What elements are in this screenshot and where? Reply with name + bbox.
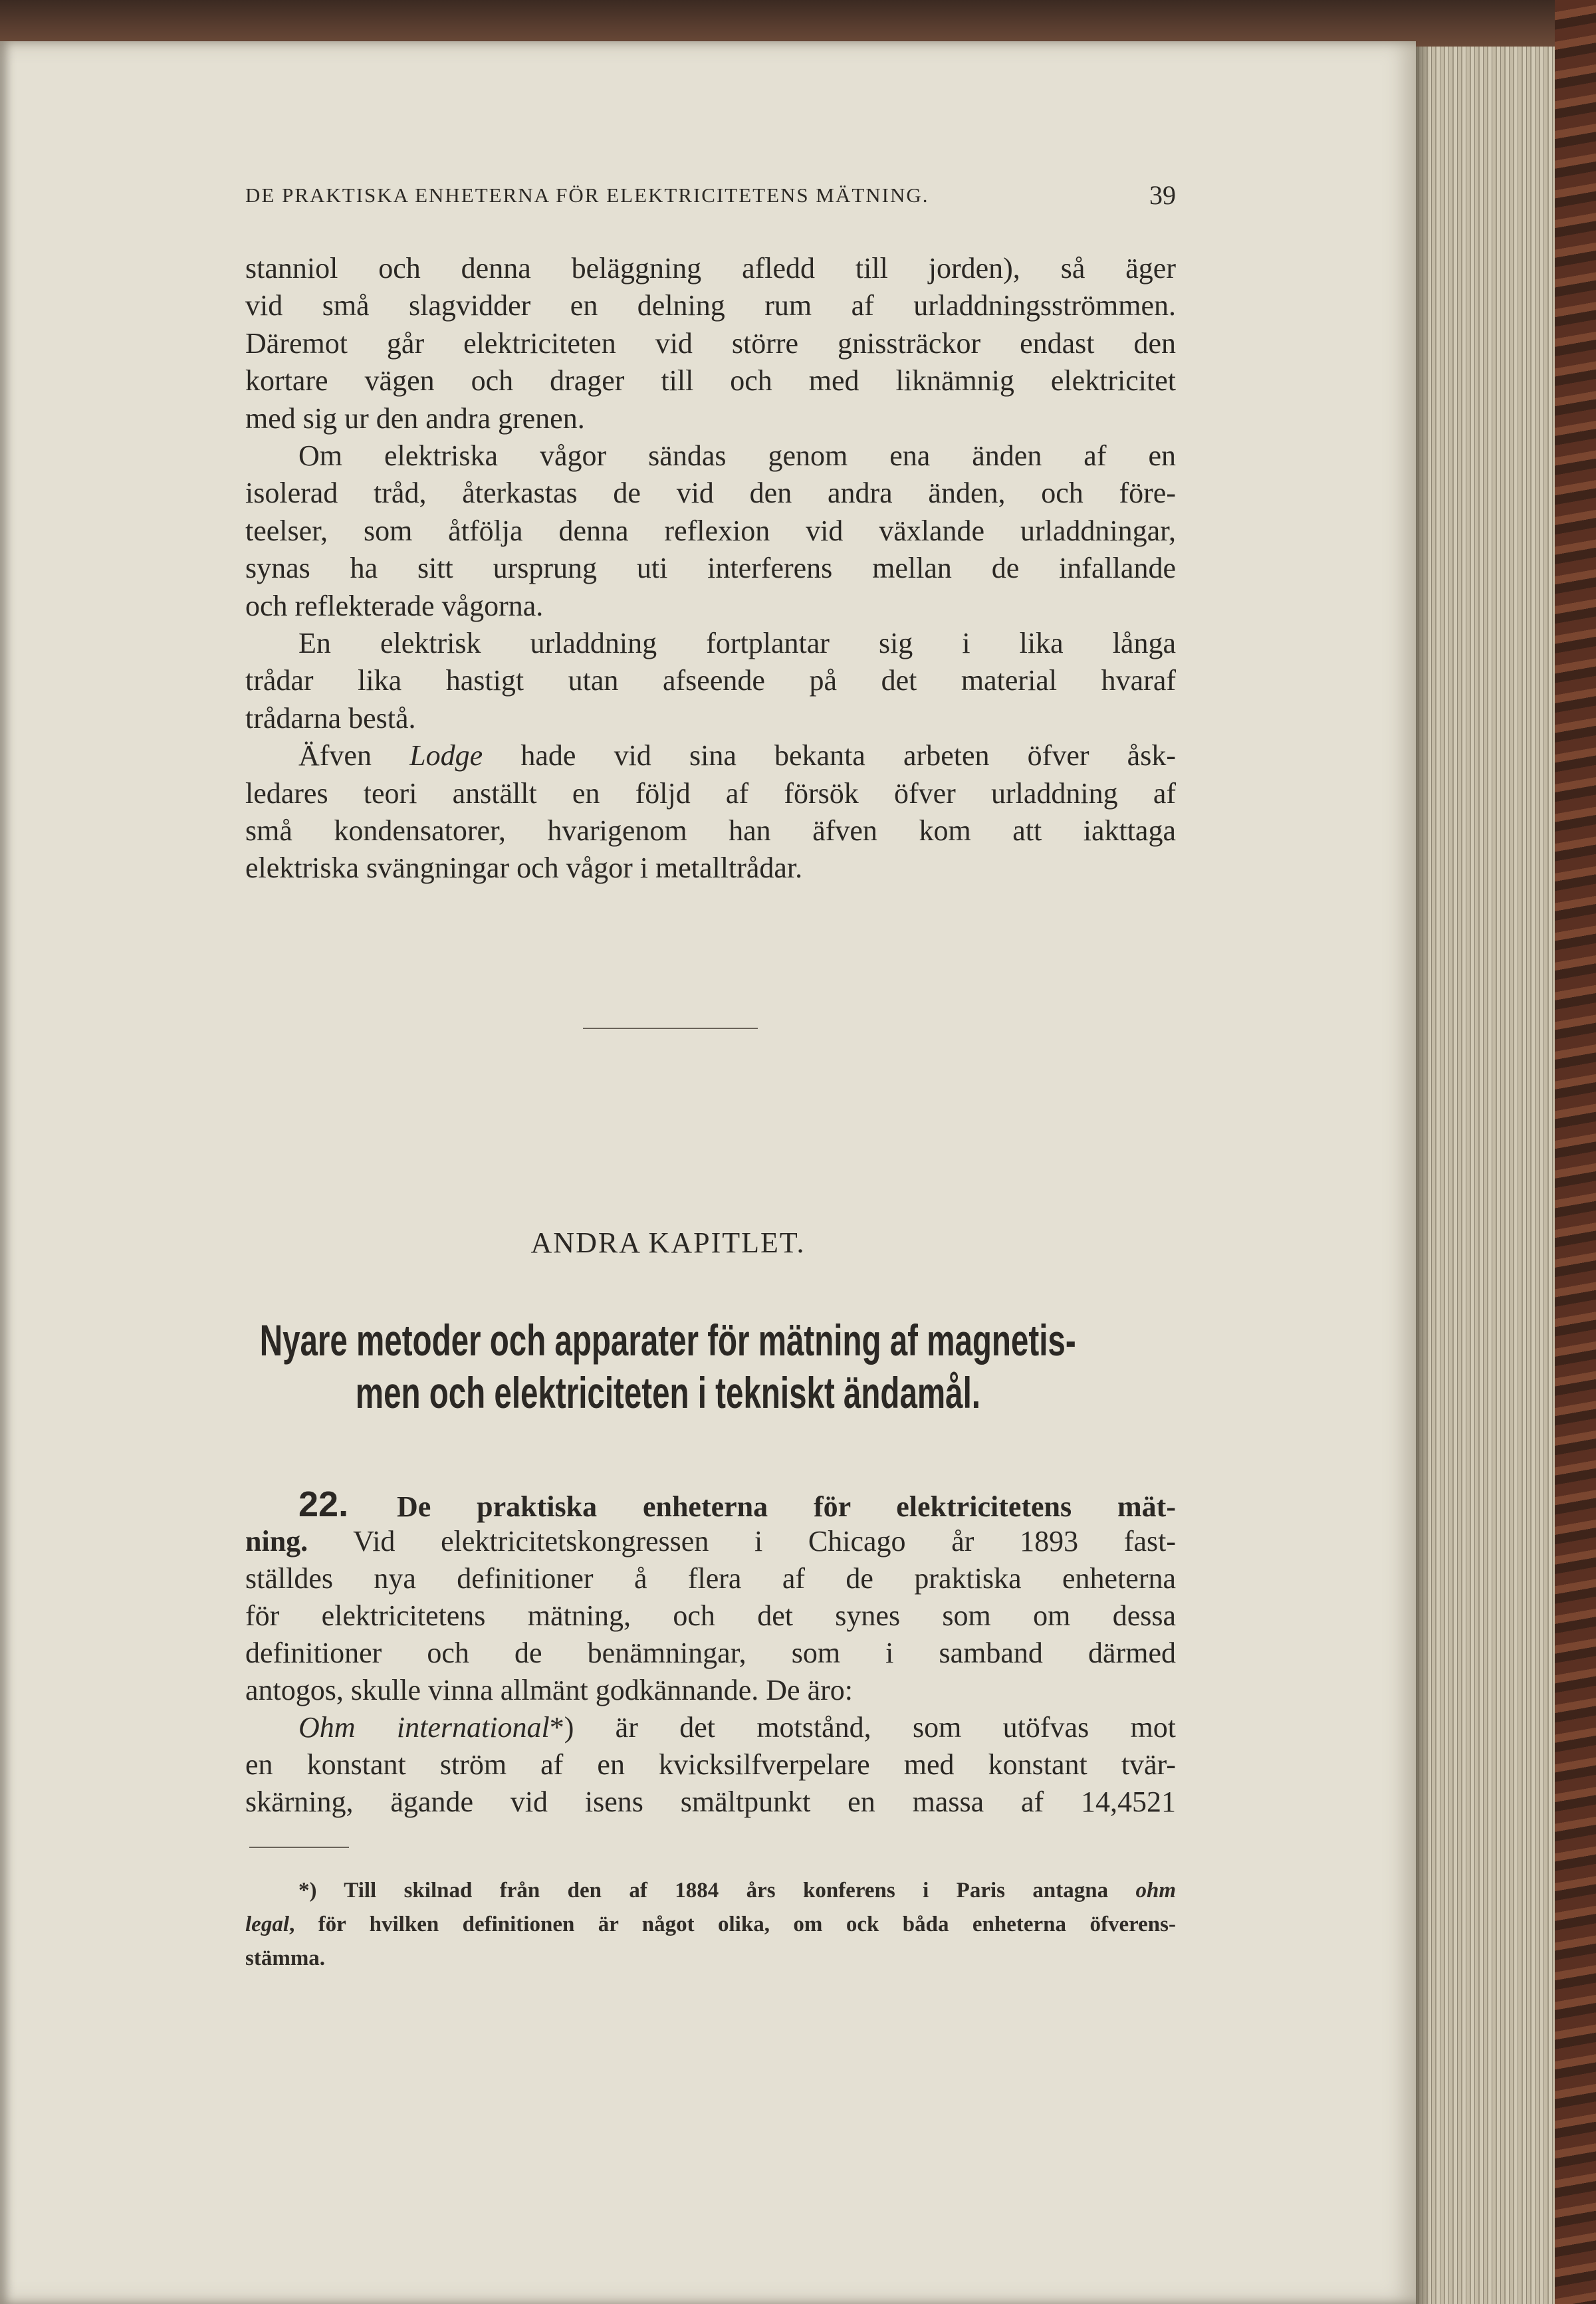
text-line [245,437,1176,475]
chapter-label [0,1226,1416,1260]
italic-text: ohm [1135,1879,1176,1902]
page-number: 39 [1149,180,1176,210]
text-line [245,400,1176,437]
text-segment: trådarna bestå. [245,701,416,735]
text-segment: definitioner och de benämningar, som i samband därmed [245,1637,1176,1669]
text-segment: Däremot går elektriciteten vid större gnissträckor endast den [245,326,1176,360]
text-line [245,1672,1176,1709]
text-segment: , för hvilken definitionen är något olika, om ock båda enheterna öfverens- [288,1912,1176,1936]
book-cover-right [1555,0,1596,2304]
text-segment: för elektricitetens mätning, och det synes som om dessa [245,1599,1176,1632]
running-header [245,181,1176,210]
chapter-title-line: Nyare metoder och apparater för mätning af magnetis- [260,1316,1076,1365]
text-segment: stämma. [245,1946,326,1970]
text-segment: ställdes nya definitioner å flera af de praktiska enheterna [245,1562,1176,1595]
section-divider [583,1028,758,1029]
text-line [245,1523,1176,1560]
text-line [245,475,1176,512]
text-line [245,1784,1176,1821]
text-segment: ledares teori anställt en följd af försök öfver urladdning af [245,776,1176,810]
text-line [245,1560,1176,1597]
text-line [245,250,1176,287]
text-segment: antogos, skulle vinna allmänt godkännande. De äro: [245,1674,853,1706]
text-line [245,775,1176,812]
text-line [245,588,1176,625]
text-segment: hade vid sina bekanta arbeten öfver åsk- [483,739,1176,772]
text-segment: trådar lika hastigt utan afseende på det material hvaraf [245,664,1176,697]
text-line [245,325,1176,362]
text-line [245,737,1176,774]
text-segment: Om elektriska vågor sändas genom ena änden af en [298,439,1176,472]
text-segment: stanniol och denna beläggning afledd till jorden), så äger [245,252,1176,285]
text-line [245,1635,1176,1672]
running-title: DE PRAKTISKA ENHETERNA FÖR ELEKTRICITETENS MÄTNING. [245,183,929,207]
text-segment: En elektrisk urladdning fortplantar sig i lika långa [298,627,1176,659]
text-line [245,1874,1176,1907]
text-line [245,1942,1176,1975]
text-line [245,850,1176,887]
text-line [245,1908,1176,1941]
text-segment: De praktiska enheterna för elektricitetens mät- [396,1490,1176,1523]
text-line [245,1746,1176,1784]
italic-text: legal [245,1912,289,1936]
text-line [245,812,1176,850]
text-segment: isolerad tråd, återkastas de vid den andra änden, och före- [245,477,1176,510]
text-segment: ning. [245,1525,308,1557]
text-segment: synas ha sitt ursprung uti interferens mellan de infallande [245,552,1176,585]
page-edges [1415,47,1555,2304]
text-segment: *) Till skilnad från den af 1884 års konferens i Paris antagna [298,1879,1136,1902]
page-gutter-shadow [1415,47,1430,2304]
text-line [245,1597,1176,1635]
text-line [245,287,1176,324]
text-segment: teelser, som åtfölja denna reflexion vid växlande urladdningar, [245,514,1176,547]
text-segment: Vid elektricitetskongressen i Chicago år 1893 fast- [308,1525,1176,1557]
text-segment: vid små slagvidder en delning rum af urladdningsströmmen. [245,289,1176,322]
text-line [245,1486,1176,1523]
chapter-label-text: ANDRA KAPITLET. [530,1226,806,1259]
chapter-title-line: men och elektriciteten i tekniskt ändamål. [355,1368,981,1417]
text-segment: *) är det motstånd, som utöfvas mot [549,1711,1177,1744]
text-line [245,1709,1176,1746]
text-line [245,362,1176,400]
italic-text: Lodge [409,739,483,772]
book-cover-top [0,0,1596,47]
text-line [245,700,1176,737]
footnote-rule [249,1847,349,1848]
text-line [245,662,1176,699]
text-segment: med sig ur den andra grenen. [245,402,585,435]
text-segment: kortare vägen och drager till och med liknämnig elektricitet [245,364,1176,398]
text-segment: elektriska svängningar och vågor i metalltrådar. [245,852,803,885]
text-segment: och reflekterade vågorna. [245,589,544,622]
section-number: 22. [298,1484,397,1524]
text-line [245,550,1176,587]
text-line [245,625,1176,662]
text-line [245,513,1176,550]
italic-text: Ohm international [298,1711,550,1744]
text-segment: en konstant ström af en kvicksilfverpelare med konstant tvär- [245,1748,1176,1781]
text-segment: små kondensatorer, hvarigenom han äfven kom att iakttaga [245,814,1176,847]
text-segment: Äfven [298,739,410,772]
text-segment: skärning, ägande vid isens smältpunkt en massa af 14,4521 [245,1786,1176,1818]
